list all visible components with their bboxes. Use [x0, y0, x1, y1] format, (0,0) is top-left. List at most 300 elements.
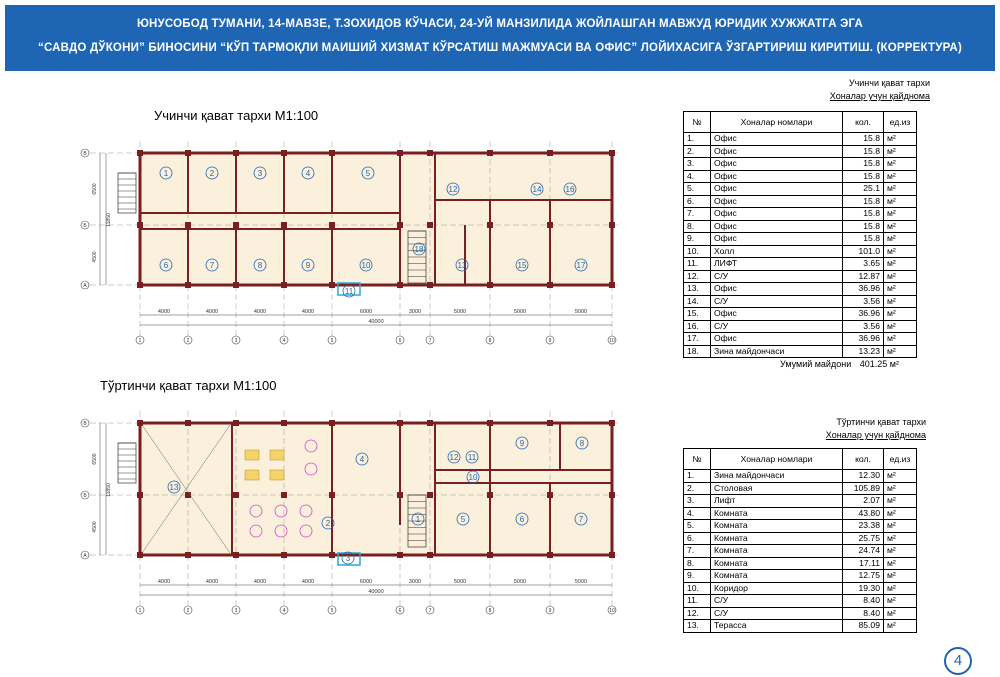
cell-unit: м²: [884, 532, 917, 545]
cell-area: 101.0: [843, 245, 884, 258]
cell-no: 14.: [684, 295, 711, 308]
cell-unit: м²: [884, 270, 917, 283]
cell-no: 15.: [684, 308, 711, 321]
overall-dimension: 40000: [368, 319, 384, 325]
cell-name: Холл: [711, 245, 843, 258]
cell-area: 36.96: [843, 333, 884, 346]
plan2-table-caption: Тўртинчи қават тархи: [836, 417, 926, 427]
table-row: [684, 482, 917, 495]
cell-no: 12.: [684, 607, 711, 620]
cell-name: Офис: [711, 183, 843, 196]
col-unit: ед.из: [884, 449, 917, 470]
cell-area: 25.75: [843, 532, 884, 545]
table-row: [684, 495, 917, 508]
axis-col-label: 5: [330, 608, 334, 614]
plan2-drawing: [70, 395, 630, 625]
cell-no: 6.: [684, 532, 711, 545]
axis-row-label: А: [83, 283, 87, 289]
room-label-9: 9: [305, 261, 311, 270]
cell-area: 15.8: [843, 133, 884, 146]
table-row: [684, 158, 917, 171]
cell-name: ЛИФТ: [711, 258, 843, 271]
room-label-8: 8: [579, 439, 585, 448]
cell-unit: м²: [884, 220, 917, 233]
side-dimension: 6500: [92, 453, 98, 465]
column: [427, 420, 433, 426]
axis-col-label: 3: [234, 608, 238, 614]
dimension-value: 4000: [205, 309, 219, 315]
cell-area: 43.80: [843, 507, 884, 520]
axis-col-label: 9: [548, 608, 552, 614]
plan2-table-body: [684, 470, 917, 633]
column: [609, 150, 615, 156]
room-label-3: 3: [345, 554, 351, 563]
column: [329, 222, 335, 228]
cell-area: 15.8: [843, 208, 884, 221]
cell-name: Коридор: [711, 582, 843, 595]
axis-col-label: 2: [186, 338, 190, 344]
column: [609, 492, 615, 498]
room-label-1: 1: [163, 169, 169, 178]
plan1-svg: [70, 125, 630, 355]
cell-area: 24.74: [843, 545, 884, 558]
cell-unit: м²: [884, 245, 917, 258]
column: [547, 150, 553, 156]
cell-unit: м²: [884, 195, 917, 208]
room-label-5: 5: [460, 515, 466, 524]
cell-area: 17.11: [843, 557, 884, 570]
column: [609, 420, 615, 426]
table-row: [684, 270, 917, 283]
cell-no: 5.: [684, 183, 711, 196]
dimension-value: 4000: [301, 309, 315, 315]
cell-no: 13.: [684, 620, 711, 633]
table-row: [684, 595, 917, 608]
dimension-value: 6000: [359, 579, 373, 585]
table-row: [684, 557, 917, 570]
cell-unit: м²: [884, 233, 917, 246]
cell-unit: м²: [884, 557, 917, 570]
col-qty: кол.: [843, 449, 884, 470]
cell-no: 7.: [684, 208, 711, 221]
table-row: [684, 195, 917, 208]
column: [397, 552, 403, 558]
axis-row-label: А: [83, 553, 87, 559]
cell-area: 8.40: [843, 607, 884, 620]
cell-name: Зина майдончаси: [711, 345, 843, 358]
cell-no: 10.: [684, 245, 711, 258]
table-row: [684, 545, 917, 558]
side-dimension: 4500: [92, 521, 98, 533]
cell-no: 18.: [684, 345, 711, 358]
axis-col-label: 4: [282, 338, 286, 344]
cell-no: 11.: [684, 595, 711, 608]
room-label-6: 6: [163, 261, 169, 270]
cell-no: 10.: [684, 582, 711, 595]
cell-no: 7.: [684, 545, 711, 558]
cell-area: 105.89: [843, 482, 884, 495]
cell-unit: м²: [884, 507, 917, 520]
cell-area: 19.30: [843, 582, 884, 595]
col-no: №: [684, 112, 711, 133]
table-row: [684, 507, 917, 520]
cell-name: Комната: [711, 507, 843, 520]
cell-no: 4.: [684, 507, 711, 520]
cell-area: 3.65: [843, 258, 884, 271]
cell-area: 23.38: [843, 520, 884, 533]
table-row: [684, 170, 917, 183]
dimension-value: 4000: [157, 309, 171, 315]
axis-col-label: 3: [234, 338, 238, 344]
cell-unit: м²: [884, 208, 917, 221]
axis-col-label: 7: [428, 338, 432, 344]
dimension-value: 4000: [253, 309, 267, 315]
banner-line-1: ЮНУСОБОД ТУМАНИ, 14-МАВЗЕ, Т.ЗОХИДОВ КЎЧАСИ, 24-УЙ МАНЗИЛИДА ЖОЙЛАШГАН МАВЖУД ЮРИДИК ХУЖЖАТГА ЭГА: [136, 18, 864, 30]
axis-col-label: 7: [428, 608, 432, 614]
cell-unit: м²: [884, 345, 917, 358]
room-label-8: 8: [257, 261, 263, 270]
table-row: [684, 520, 917, 533]
axis-col-label: 10: [609, 338, 615, 344]
cell-name: Офис: [711, 133, 843, 146]
room-label-15: 15: [517, 261, 527, 270]
plan1-table-caption: Учинчи қават тархи: [848, 78, 930, 88]
side-dimension: 11850: [106, 213, 112, 227]
column: [427, 150, 433, 156]
side-dimension: 4500: [92, 251, 98, 263]
col-qty: кол.: [843, 112, 884, 133]
floor-fill: [140, 423, 612, 555]
axis-col-label: 5: [330, 338, 334, 344]
col-name: Хоналар номлари: [711, 449, 843, 470]
cell-name: Комната: [711, 545, 843, 558]
cell-unit: м²: [884, 183, 917, 196]
cell-unit: м²: [884, 607, 917, 620]
table-row: [684, 208, 917, 221]
cell-area: 15.8: [843, 170, 884, 183]
cell-no: 8.: [684, 557, 711, 570]
axis-col-label: 10: [609, 608, 615, 614]
cell-unit: м²: [884, 320, 917, 333]
column: [281, 492, 287, 498]
side-dimension: 11850: [106, 483, 112, 497]
cell-area: 85.09: [843, 620, 884, 633]
cell-no: 9.: [684, 570, 711, 583]
cell-no: 2.: [684, 482, 711, 495]
table-row: [684, 145, 917, 158]
table-row: [684, 320, 917, 333]
column: [233, 222, 239, 228]
cell-no: 16.: [684, 320, 711, 333]
room-label-7: 7: [578, 515, 584, 524]
cell-name: С/У: [711, 295, 843, 308]
cell-unit: м²: [884, 482, 917, 495]
column: [185, 552, 191, 558]
axis-col-label: 4: [282, 608, 286, 614]
column: [487, 150, 493, 156]
dining-table: [245, 450, 259, 460]
column: [137, 492, 143, 498]
cell-no: 12.: [684, 270, 711, 283]
cell-name: Офис: [711, 283, 843, 296]
room-label-18: 18: [414, 245, 424, 254]
room-label-5: 5: [365, 169, 371, 178]
plan2-svg: [70, 395, 630, 625]
axis-row-label: Б: [83, 493, 87, 499]
title-banner: [5, 5, 995, 71]
column: [233, 420, 239, 426]
cell-unit: м²: [884, 258, 917, 271]
axis-col-label: 2: [186, 608, 190, 614]
table-row: [684, 245, 917, 258]
cell-name: Офис: [711, 233, 843, 246]
cell-name: Офис: [711, 158, 843, 171]
plan1-total-value: 401.25 м²: [859, 359, 899, 369]
dining-table: [245, 470, 259, 480]
dining-table: [270, 470, 284, 480]
table-row: [684, 233, 917, 246]
axis-row-label: Б: [83, 223, 87, 229]
room-label-13: 13: [169, 483, 179, 492]
column: [233, 492, 239, 498]
cell-no: 11.: [684, 258, 711, 271]
room-label-3: 3: [257, 169, 263, 178]
column: [609, 222, 615, 228]
table-row: [684, 620, 917, 633]
cell-no: 1.: [684, 133, 711, 146]
cell-name: Комната: [711, 532, 843, 545]
cell-area: 13.23: [843, 345, 884, 358]
room-label-14: 14: [532, 185, 542, 194]
dimension-value: 4000: [253, 579, 267, 585]
cell-unit: м²: [884, 145, 917, 158]
room-label-16: 16: [565, 185, 575, 194]
cell-unit: м²: [884, 295, 917, 308]
cell-area: 2.07: [843, 495, 884, 508]
cell-name: Офис: [711, 170, 843, 183]
cell-name: Комната: [711, 570, 843, 583]
cell-unit: м²: [884, 570, 917, 583]
table-row: [684, 183, 917, 196]
cell-name: Офис: [711, 145, 843, 158]
cell-no: 4.: [684, 170, 711, 183]
table-row: [684, 532, 917, 545]
plan1-total: [780, 359, 899, 369]
cell-area: 8.40: [843, 595, 884, 608]
column: [281, 420, 287, 426]
cell-name: Офис: [711, 220, 843, 233]
plan2-title: Тўртинчи қават тархи М1:100: [100, 378, 277, 393]
room-label-7: 7: [209, 261, 215, 270]
cell-no: 9.: [684, 233, 711, 246]
room-label-4: 4: [359, 455, 365, 464]
cell-area: 36.96: [843, 308, 884, 321]
table-row: [684, 283, 917, 296]
column: [547, 420, 553, 426]
room-label-10: 10: [468, 473, 478, 482]
cell-unit: м²: [884, 545, 917, 558]
column: [137, 150, 143, 156]
dimension-value: 5000: [513, 579, 527, 585]
column: [281, 552, 287, 558]
room-label-9: 9: [519, 439, 525, 448]
cell-area: 15.8: [843, 233, 884, 246]
cell-unit: м²: [884, 470, 917, 483]
plan2-table-header: [684, 449, 917, 470]
room-label-2: 2: [209, 169, 215, 178]
cell-area: 25.1: [843, 183, 884, 196]
axis-col-label: 8: [488, 338, 492, 344]
column: [137, 282, 143, 288]
col-no: №: [684, 449, 711, 470]
cell-name: Офис: [711, 208, 843, 221]
cell-unit: м²: [884, 595, 917, 608]
column: [609, 282, 615, 288]
cell-area: 12.87: [843, 270, 884, 283]
cell-name: С/У: [711, 607, 843, 620]
cell-area: 12.30: [843, 470, 884, 483]
cell-unit: м²: [884, 158, 917, 171]
col-unit: ед.из: [884, 112, 917, 133]
dimension-value: 5000: [513, 309, 527, 315]
cell-unit: м²: [884, 170, 917, 183]
plan1-drawing: [70, 125, 630, 355]
column: [281, 222, 287, 228]
cell-name: Офис: [711, 333, 843, 346]
table-row: [684, 220, 917, 233]
room-label-11: 11: [467, 453, 477, 462]
table-row: [684, 607, 917, 620]
cell-name: С/У: [711, 595, 843, 608]
cell-name: Терасса: [711, 620, 843, 633]
column: [185, 222, 191, 228]
cell-no: 6.: [684, 195, 711, 208]
table-row: [684, 345, 917, 358]
table-row: [684, 333, 917, 346]
cell-area: 36.96: [843, 283, 884, 296]
room-label-6: 6: [519, 515, 525, 524]
cell-no: 2.: [684, 145, 711, 158]
axis-col-label: 6: [398, 338, 402, 344]
cell-no: 8.: [684, 220, 711, 233]
room-label-2: 2: [325, 519, 331, 528]
column: [427, 222, 433, 228]
axis-row-label: В: [83, 151, 87, 157]
cell-no: 17.: [684, 333, 711, 346]
plan2-room-table: [683, 448, 917, 633]
dining-table: [270, 450, 284, 460]
cell-name: Столовая: [711, 482, 843, 495]
table-row: [684, 470, 917, 483]
col-name: Хоналар номлари: [711, 112, 843, 133]
table-row: [684, 133, 917, 146]
dimension-value: 5000: [574, 309, 588, 315]
cell-unit: м²: [884, 495, 917, 508]
dimension-value: 4000: [157, 579, 171, 585]
column: [427, 492, 433, 498]
dimension-value: 5000: [453, 309, 467, 315]
cell-unit: м²: [884, 133, 917, 146]
cell-no: 13.: [684, 283, 711, 296]
cell-name: С/У: [711, 320, 843, 333]
column: [185, 420, 191, 426]
table-row: [684, 582, 917, 595]
cell-area: 3.56: [843, 295, 884, 308]
column: [427, 552, 433, 558]
cell-area: 15.8: [843, 195, 884, 208]
dimension-value: 5000: [453, 579, 467, 585]
cell-area: 15.8: [843, 220, 884, 233]
overall-dimension: 40000: [368, 589, 384, 595]
cell-name: Комната: [711, 520, 843, 533]
axis-col-label: 8: [488, 608, 492, 614]
axis-row-label: В: [83, 421, 87, 427]
cell-unit: м²: [884, 582, 917, 595]
dimension-value: 4000: [205, 579, 219, 585]
axis-col-label: 6: [398, 608, 402, 614]
dimension-value: 3000: [408, 579, 422, 585]
room-label-10: 10: [361, 261, 371, 270]
column: [609, 552, 615, 558]
cell-name: Комната: [711, 557, 843, 570]
plan1-table-header: [684, 112, 917, 133]
dimension-value: 4000: [301, 579, 315, 585]
room-label-1: 1: [415, 515, 421, 524]
plan1-table-body: [684, 133, 917, 358]
room-label-11: 11: [344, 287, 354, 296]
plan1-room-table: [683, 111, 917, 358]
side-dimension: 6500: [92, 183, 98, 195]
cell-name: Офис: [711, 195, 843, 208]
banner-line-2: “САВДО ДЎКОНИ” БИНОСИНИ “КЎП ТАРМОҚЛИ МАИШИЙ ХИЗМАТ КЎРСАТИШ МАЖМУАСИ ВА ОФИС” ЛОЙИХАСИГА ЎЗГАРТИРИШ КИРИТИШ. (КОРРЕКТУРА): [38, 42, 962, 54]
page-number: 4: [944, 647, 972, 675]
cell-unit: м²: [884, 283, 917, 296]
dimension-value: 6000: [359, 309, 373, 315]
plan1-title: Учинчи қават тархи М1:100: [154, 108, 319, 123]
cell-unit: м²: [884, 308, 917, 321]
cell-name: Лифт: [711, 495, 843, 508]
cell-area: 3.56: [843, 320, 884, 333]
table-row: [684, 570, 917, 583]
column: [427, 282, 433, 288]
cell-no: 1.: [684, 470, 711, 483]
cell-name: Офис: [711, 308, 843, 321]
room-label-12: 12: [449, 453, 459, 462]
table-row: [684, 308, 917, 321]
column: [137, 222, 143, 228]
cell-unit: м²: [884, 620, 917, 633]
axis-col-label: 9: [548, 338, 552, 344]
room-label-4: 4: [305, 169, 311, 178]
cell-area: 15.8: [843, 158, 884, 171]
column: [233, 552, 239, 558]
table-row: [684, 295, 917, 308]
cell-name: Зина майдончаси: [711, 470, 843, 483]
room-label-12: 12: [448, 185, 458, 194]
cell-area: 12.75: [843, 570, 884, 583]
plan2-table-subcaption: Хоналар учун қайднома: [825, 430, 926, 440]
room-label-13: 13: [457, 261, 467, 270]
cell-no: 5.: [684, 520, 711, 533]
cell-unit: м²: [884, 333, 917, 346]
plan1-total-label: Умумий майдони: [780, 359, 852, 369]
table-row: [684, 258, 917, 271]
cell-area: 15.8: [843, 145, 884, 158]
cell-name: С/У: [711, 270, 843, 283]
dimension-value: 3000: [408, 309, 422, 315]
cell-unit: м²: [884, 520, 917, 533]
cell-no: 3.: [684, 158, 711, 171]
